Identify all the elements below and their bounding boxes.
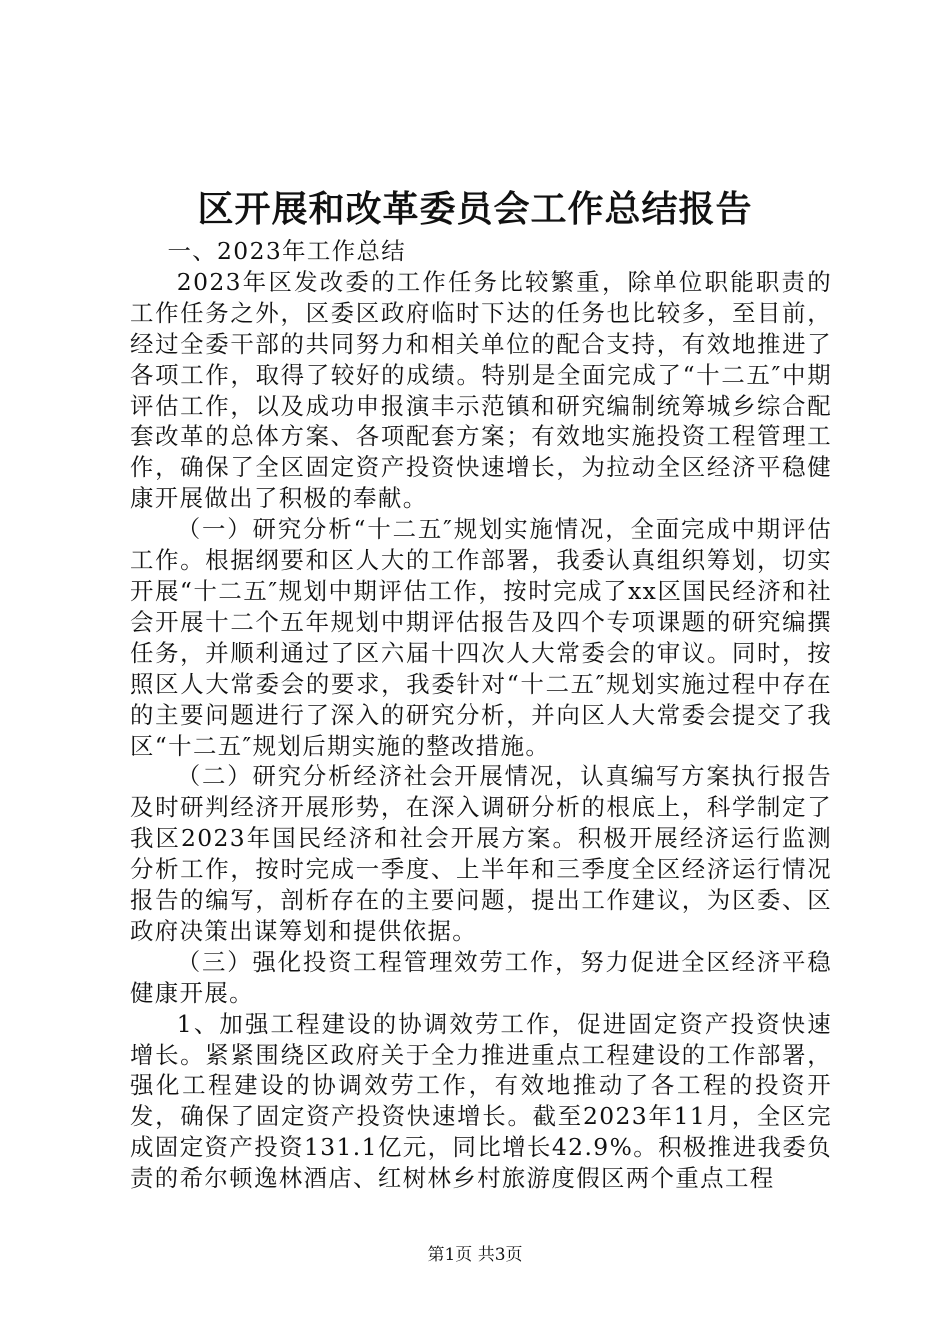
page-footer: 第1页 共3页: [427, 1245, 523, 1265]
paragraph-item-2: （二）研究分析经济社会开展情况，认真编写方案执行报告及时研判经济开展形势，在深入调研分析的根底上，科学制定了我区2023年国民经济和社会开展方案。积极开展经济运行监测分析工作，按时完成一季度、上半年和三季度全区经济运行情况报告的编写，剖析存在的主要问题，提出工作建议，为区委、区政府决策出谋筹划和提供依据。: [130, 762, 832, 945]
paragraph-item-1: （一）研究分析“十二五″规划实施情况，全面完成中期评估工作。根据纲要和区人大的工作部署，我委认真组织筹划，切实开展“十二五″规划中期评估工作，按时完成了xx区国民经济和社会开展十二个五年规划中期评估报告及四个专项课题的研究编撰任务，并顺利通过了区六届十四次人大常委会的审议。同时，按照区人大常委会的要求，我委针对“十二五″规划实施过程中存在的主要问题进行了深入的研究分析，并向区人大常委会提交了我区“十二五″规划后期实施的整改措施。: [130, 515, 832, 760]
paragraph-item-3: （三）强化投资工程管理效劳工作，努力促进全区经济平稳健康开展。: [130, 947, 832, 1007]
paragraph-summary: 2023年区发改委的工作任务比较繁重，除单位职能职责的工作任务之外，区委区政府临时下达的任务也比较多，至目前，经过全委干部的共同努力和相关单位的配合支持，有效地推进了各项工作，取得了较好的成绩。特别是全面完成了“十二五″中期评估工作，以及成功申报演丰示范镇和研究编制统筹城乡综合配套改革的总体方案、各项配套方案；有效地实施投资工程管理工作，确保了全区固定资产投资快速增长，为拉动全区经济平稳健康开展做出了积极的奉献。: [130, 267, 832, 513]
document-body: [130, 236, 832, 1194]
section-heading: 一、2023年工作总结: [167, 237, 407, 265]
document-title: 区开展和改革委员会工作总结报告: [197, 188, 753, 230]
paragraph-subitem-1: 1、加强工程建设的协调效劳工作，促进固定资产投资快速增长。紧紧围绕区政府关于全力推进重点工程建设的工作部署，强化工程建设的协调效劳工作，有效地推动了各工程的投资开发，确保了固定资产投资快速增长。截至2023年11月，全区完成固定资产投资131.1亿元，同比增长42.9%。积极推进我委负责的希尔顿逸林酒店、红树林乡村旅游度假区两个重点工程: [130, 1009, 832, 1193]
